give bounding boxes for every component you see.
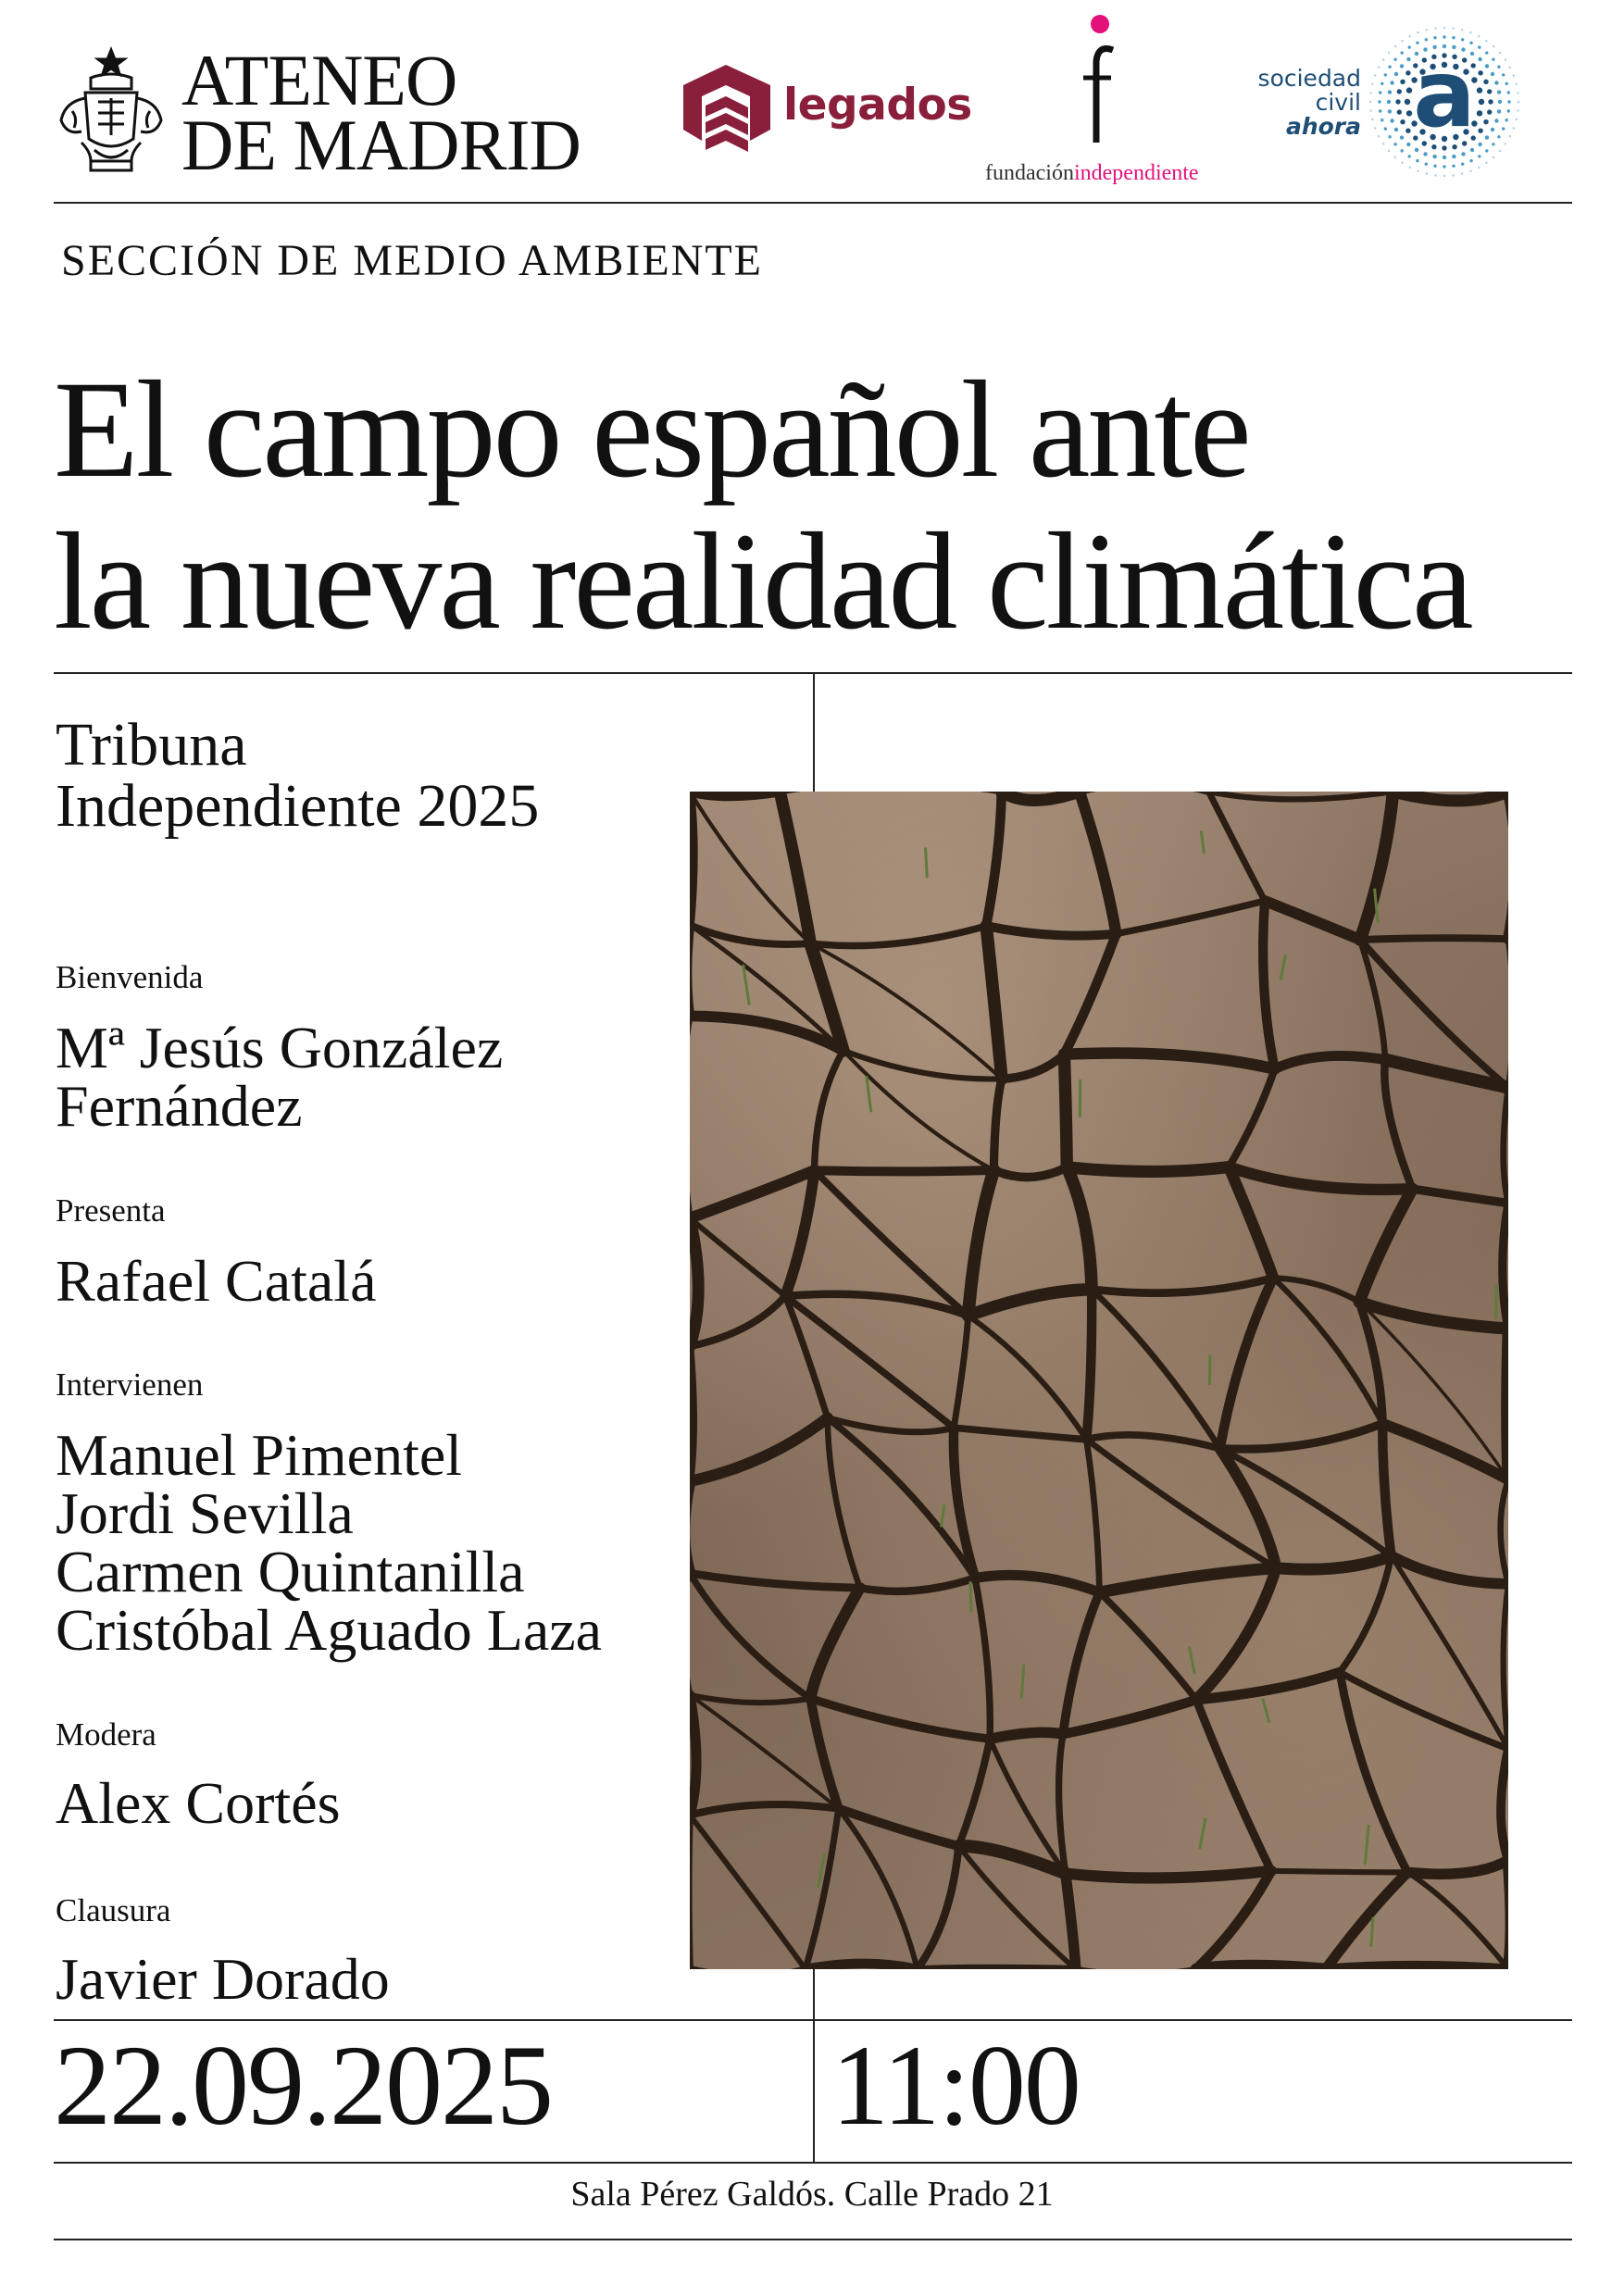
footer-divider-middle [54, 2162, 1572, 2164]
date-time-divider [813, 2019, 815, 2162]
sociedad-line3: ahora [1285, 113, 1361, 140]
speaker-name: Cristóbal Aguado Laza [56, 1597, 603, 1663]
column-divider-bottom [813, 1969, 815, 2019]
event-time: 11:00 [831, 2022, 1080, 2149]
speaker-name: Jordi Sevilla [56, 1480, 354, 1546]
welcome-name [56, 1015, 504, 1139]
presents-name [56, 1248, 377, 1314]
welcome-role: Bienvenida [56, 959, 204, 995]
page-title [54, 354, 1471, 657]
header-divider [54, 202, 1572, 204]
legados-wordmark: legados [783, 80, 972, 131]
fundacion-independiente-logo-icon [1072, 13, 1139, 152]
closing-name [56, 1946, 390, 2012]
closing-role: Clausura [56, 1892, 171, 1928]
fundacion-independiente-wordmark [985, 161, 1199, 186]
fundacion-prefix: fundación [985, 161, 1074, 185]
dry-cracked-earth-photo [690, 792, 1508, 1969]
closing-name-line1: Javier Dorado [56, 1946, 390, 2012]
footer-divider-bottom [54, 2239, 1572, 2240]
sociedad-line2: civil [1315, 89, 1361, 116]
event-series-line2: Independiente 2025 [56, 772, 540, 840]
title-line1: El campo español ante [54, 353, 1249, 506]
sociedad-civil-ahora-logo-icon [1361, 19, 1528, 185]
ateneo-crest-icon [54, 46, 169, 178]
title-line2: la nueva realidad climática [54, 505, 1471, 658]
welcome-name-line1: Mª Jesús González [56, 1015, 504, 1080]
moderator-name-line1: Alex Cortés [56, 1770, 341, 1836]
presents-name-line1: Rafael Catalá [56, 1248, 377, 1314]
legados-logo-icon [683, 65, 770, 154]
moderator-role: Modera [56, 1716, 156, 1753]
speaker-name: Manuel Pimentel [56, 1422, 463, 1488]
speakers-role: Intervienen [56, 1366, 204, 1403]
presents-role: Presenta [56, 1192, 166, 1229]
ateneo-line1: ATENEO [181, 40, 457, 120]
fundacion-suffix: independiente [1073, 161, 1199, 185]
moderator-name [56, 1770, 341, 1836]
column-divider-top [813, 672, 815, 792]
speaker-name: Carmen Quintanilla [56, 1539, 525, 1604]
event-series-line1: Tribuna [56, 711, 247, 779]
section-label: SECCIÓN DE MEDIO AMBIENTE [61, 236, 763, 285]
welcome-name-line2: Fernández [56, 1073, 303, 1139]
sociedad-civil-ahora-wordmark [1222, 67, 1361, 139]
speakers-list [56, 1422, 603, 1663]
sociedad-line1: sociedad [1257, 65, 1361, 92]
ateneo-wordmark [181, 40, 581, 185]
event-venue: Sala Pérez Galdós. Calle Prado 21 [570, 2175, 1054, 2214]
event-series [56, 711, 540, 840]
event-date: 22.09.2025 [54, 2022, 552, 2149]
sociedad-logo-letter: a [1413, 40, 1476, 148]
ateneo-line2: DE MADRID [181, 105, 581, 185]
